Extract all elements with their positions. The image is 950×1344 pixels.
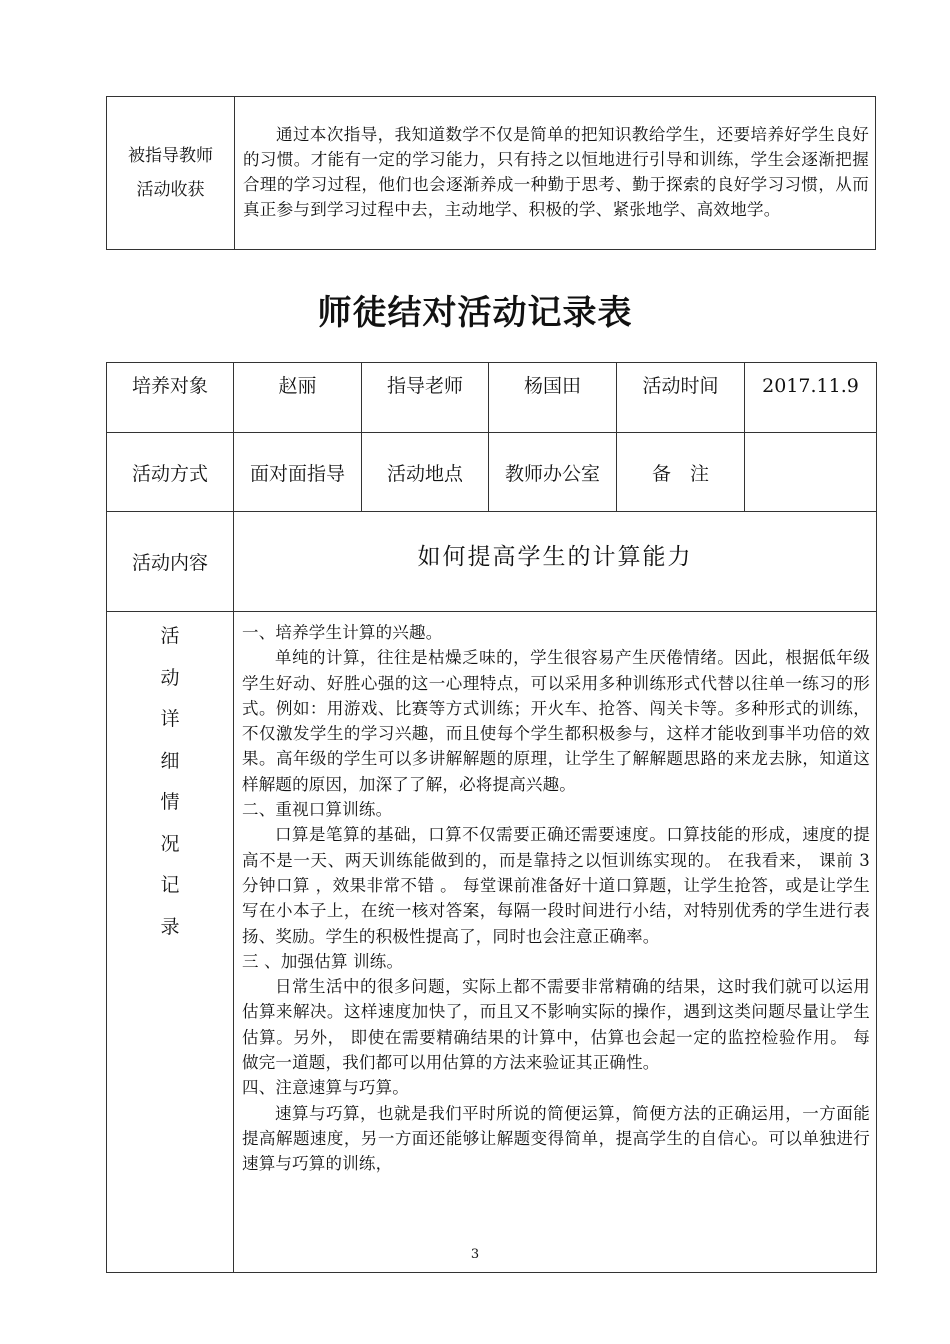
trainee-value: 赵丽	[234, 363, 362, 433]
details-paragraph: 单纯的计算，往往是枯燥乏味的，学生很容易产生厌倦情绪。因此，根据低年级学生好动、好胜心强的这一心理特点，可以采用多种训练形式代替以往单一练习的形式。例如：用游戏、比赛等方式训练；开火车、抢答、闯关卡等。多种形式的训练，不仅激发学生的学习兴趣，而且使每个学生都积极参与，这样才能收到事半功倍的效果。高年级的学生可以多讲解解题的原理，让学生了解解题思路的来龙去脉，知道这样解题的原因，加深了了解，必将提高兴趣。	[242, 648, 870, 794]
place-label: 活动地点	[362, 433, 489, 512]
page-number: 3	[470, 1247, 480, 1262]
details-heading: 四、注意速算与巧算。	[242, 1078, 409, 1098]
details-body	[234, 612, 877, 1273]
remark-label: 备 注	[617, 433, 745, 512]
details-paragraph: 口算是笔算的基础，口算不仅需要正确还需要速度。口算技能的形成，速度的提高不是一天、两天训练能做到的，而是靠持之以恒训练实现的。 在我看来， 课前 3 分钟口算 ，效果非常不错 。 每堂课前准备好十道口算题，让学生抢答，或是让学生写在小本子上，在统一核对答案，每隔一段时间进行小结，对特别优秀的学生进行表扬、奖励。学生的积极性提高了，同时也会注意正确率。	[242, 825, 870, 946]
time-label: 活动时间	[617, 363, 745, 433]
mentor-value: 杨国田	[489, 363, 617, 433]
content-topic: 如何提高学生的计算能力	[234, 512, 877, 612]
page-title: 师徒结对活动记录表	[317, 293, 633, 333]
details-label: 活 动 详 细 情 况 记 录	[107, 612, 234, 1273]
mentor-label: 指导老师	[362, 363, 489, 433]
details-paragraph: 速算与巧算，也就是我们平时所说的简便运算，简便方法的正确运用，一方面能提高解题速度，另一方面还能够让解题变得简单，提高学生的自信心。可以单独进行速算与巧算的训练，	[242, 1103, 870, 1174]
details-heading: 三 、加强估算 训练。	[242, 951, 404, 971]
mentee-gains-label: 被指导教师 活动收获	[107, 97, 235, 250]
place-value: 教师办公室	[489, 433, 617, 512]
mode-value: 面对面指导	[234, 433, 362, 512]
time-value: 2017.11.9	[745, 363, 877, 433]
details-paragraph: 日常生活中的很多问题，实际上都不需要非常精确的结果，这时我们就可以运用估算来解决。这样速度加快了，而且又不影响实际的操作，遇到这类问题尽量让学生估算。另外， 即使在需要精确结果的计算中，估算也会起一定的监控检验作用。 每做完一道题，我们都可以用估算的方法来验证其正确性。	[242, 977, 870, 1073]
details-heading: 二、重视口算训练。	[242, 800, 393, 820]
details-heading: 一、培养学生计算的兴趣。	[242, 623, 443, 642]
mentee-gains-table	[106, 96, 876, 250]
trainee-label: 培养对象	[107, 363, 234, 433]
mentee-gains-text: 通过本次指导，我知道数学不仅是简单的把知识教给学生，还要培养好学生良好的习惯。才能有一定的学习能力，只有持之以恒地进行引导和训练，学生会逐渐把握合理的学习过程，他们也会逐渐养成一种勤于思考、勤于探索的良好学习习惯，从而真正参与到学习过程中去，主动地学、积极的学、紧张地学、高效地学。	[235, 97, 876, 250]
activity-record-table	[106, 362, 877, 1273]
remark-value	[745, 433, 877, 512]
mode-label: 活动方式	[107, 433, 234, 512]
content-label: 活动内容	[107, 512, 234, 612]
